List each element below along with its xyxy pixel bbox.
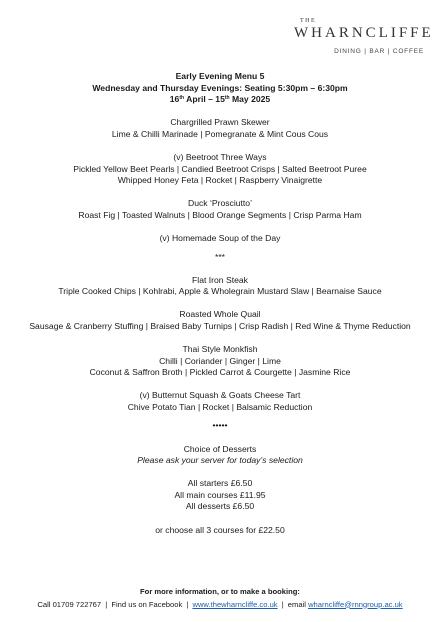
menu-dish xyxy=(0,152,440,187)
date-start-month: April xyxy=(186,94,206,105)
date-end-rest: May 2025 xyxy=(231,94,271,105)
dish-details: Chilli | Coriander | Ginger | Lime xyxy=(159,355,281,366)
desserts-note: Please ask your server for today’s selection xyxy=(137,455,303,466)
menu-dish xyxy=(0,344,440,379)
wharncliffe-logo xyxy=(294,18,434,55)
dish-details: Triple Cooked Chips | Kohlrabi, Apple & Wholegrain Mustard Slaw | Bearnaise Sauce xyxy=(58,286,382,297)
menu-dish xyxy=(0,275,440,298)
dish-name: Thai Style Monkfish xyxy=(182,344,258,354)
footer-heading: For more information, or to make a booking: xyxy=(140,587,300,596)
price-all-three: or choose all 3 courses for £22.50 xyxy=(155,524,285,535)
footer-email-link[interactable]: wharncliffe@rnngroup.ac.uk xyxy=(308,599,403,609)
footer-contact-line xyxy=(0,599,440,612)
dish-name: Roasted Whole Quail xyxy=(179,309,261,320)
date-end-day: 15 xyxy=(215,94,225,105)
dish-details: Pickled Yellow Beet Pearls | Candied Beetroot Crisps | Salted Beetroot Puree xyxy=(73,163,367,174)
dish-details: Roast Fig | Toasted Walnuts | Blood Orange Segments | Crisp Parma Ham xyxy=(78,209,362,220)
divider-dots: ••••• xyxy=(212,420,228,431)
menu-dish xyxy=(0,309,440,332)
date-dash: – xyxy=(208,94,213,105)
logo-tagline: DINING | BAR | COFFEE xyxy=(334,48,424,55)
dish-details: Coconut & Saffron Broth | Pickled Carrot & Courgette | Jasmine Rice xyxy=(89,367,351,378)
footer xyxy=(0,586,440,611)
starters-section xyxy=(0,117,440,244)
menu-dish xyxy=(0,390,440,413)
footer-website-link[interactable]: www.thewharncliffe.co.uk xyxy=(192,599,278,609)
dish-name: Chargrilled Prawn Skewer xyxy=(170,117,270,128)
menu-dish xyxy=(0,198,440,221)
price-starters: All starters £6.50 xyxy=(187,478,253,489)
dish-details: Chive Potato Tian | Rocket | Balsamic Reduction xyxy=(127,401,313,412)
logo-the: THE xyxy=(300,18,317,24)
price-desserts: All desserts £6.50 xyxy=(185,501,255,512)
divider-stars: *** xyxy=(214,251,226,262)
menu-dish xyxy=(0,117,440,140)
dish-details: Sausage & Cranberry Stuffing | Braised Baby Turnips | Crisp Radish | Red Wine & Thyme Reduction xyxy=(29,320,411,331)
dish-name: Duck ‘Prosciutto’ xyxy=(188,198,252,209)
date-start-sup: th xyxy=(179,95,185,102)
dish-name: (v) Butternut Squash & Goats Cheese Tart xyxy=(139,390,301,401)
footer-separator: | xyxy=(279,599,286,609)
dish-name: (v) Homemade Soup of the Day xyxy=(159,232,281,243)
dish-name: (v) Beetroot Three Ways xyxy=(173,151,267,162)
dish-name: Flat Iron Steak xyxy=(192,274,248,285)
menu-body xyxy=(0,71,440,536)
footer-phone: Call 01709 722767 xyxy=(37,599,102,609)
footer-separator: | xyxy=(103,599,110,609)
mains-section xyxy=(0,275,440,414)
footer-email-label: email xyxy=(287,599,306,609)
menu-dish xyxy=(0,233,440,245)
menu-subtitle: Wednesday and Thursday Evenings: Seating 5:30pm – 6:30pm xyxy=(92,82,348,93)
menu-title: Early Evening Menu 5 xyxy=(175,71,265,81)
dish-details: Whipped Honey Feta | Rocket | Raspberry Vinaigrette xyxy=(117,175,323,186)
dish-details: Lime & Chilli Marinade | Pomegranate & Mint Cous Cous xyxy=(111,128,329,139)
date-start-day: 16 xyxy=(169,94,180,105)
footer-facebook: Find us on Facebook xyxy=(111,599,183,609)
menu-dates xyxy=(0,94,440,106)
price-mains: All main courses £11.95 xyxy=(174,489,266,500)
logo-name: WHARNCLIFFE xyxy=(294,25,434,41)
footer-separator: | xyxy=(184,599,191,609)
desserts-title: Choice of Desserts xyxy=(183,443,257,454)
date-end-sup: th xyxy=(224,95,230,102)
